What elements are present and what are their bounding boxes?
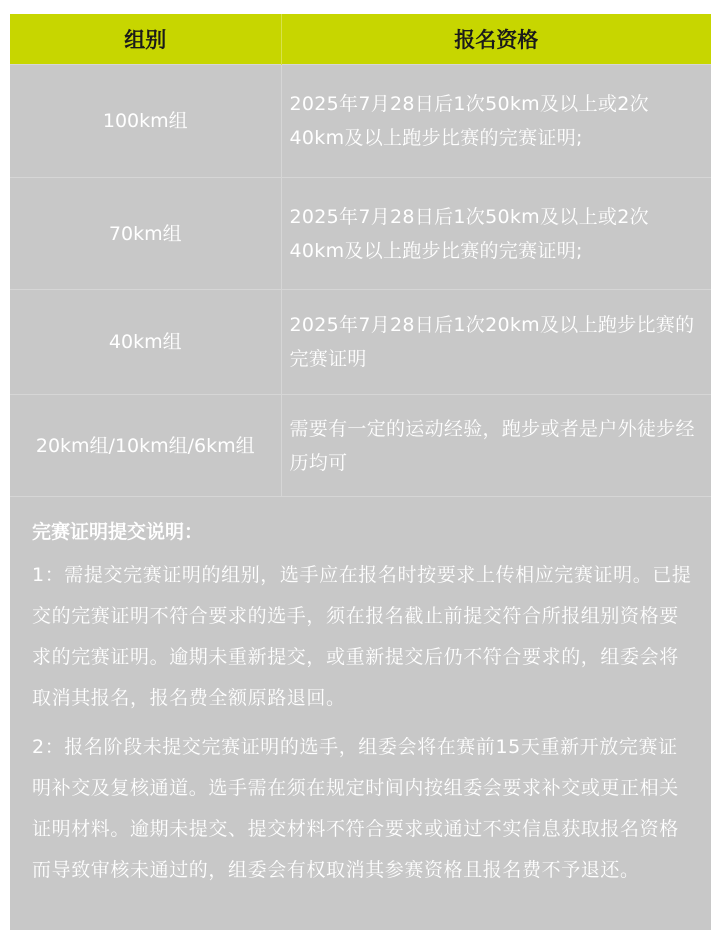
qualification-cell: 2025年7月28日后1次50km及以上或2次40km及以上跑步比赛的完赛证明;: [281, 65, 711, 178]
submission-notes: [10, 496, 711, 891]
group-cell: 20km组/10km组/6km组: [10, 395, 281, 497]
table-row: [10, 65, 711, 178]
notes-item: 2：报名阶段未提交完赛证明的选手，组委会将在赛前15天重新开放完赛证明补交及复核通道。选手需在须在规定时间内按组委会要求补交或更正相关证明材料。逾期未提交、提交材料不符合要求或通过不实信息获取报名资格而导致审核未通过的，组委会有权取消其参赛资格且报名费不予退还。: [32, 736, 679, 881]
group-cell: 70km组: [10, 178, 281, 290]
table-row: [10, 178, 711, 290]
qualification-cell: 2025年7月28日后1次50km及以上或2次40km及以上跑步比赛的完赛证明;: [281, 178, 711, 290]
registration-requirements-card: [10, 14, 711, 930]
group-cell: 40km组: [10, 290, 281, 395]
requirements-table: [10, 14, 711, 496]
notes-item: 1：需提交完赛证明的组别，选手应在报名时按要求上传相应完赛证明。已提交的完赛证明不符合要求的选手，须在报名截止前提交符合所报组别资格要求的完赛证明。逾期未重新提交，或重新提交后仍不符合要求的，组委会将取消其报名，报名费全额原路退回。: [32, 564, 692, 709]
qualification-cell: 需要有一定的运动经验，跑步或者是户外徒步经历均可: [281, 395, 711, 497]
group-column-header: 组别: [10, 14, 281, 65]
qualification-cell: 2025年7月28日后1次20km及以上跑步比赛的完赛证明: [281, 290, 711, 395]
table-row: [10, 395, 711, 497]
group-cell: 100km组: [10, 65, 281, 178]
qualification-column-header: 报名资格: [281, 14, 711, 65]
table-header-row: [10, 14, 711, 65]
notes-title: 完赛证明提交说明：: [32, 521, 204, 543]
table-row: [10, 290, 711, 395]
